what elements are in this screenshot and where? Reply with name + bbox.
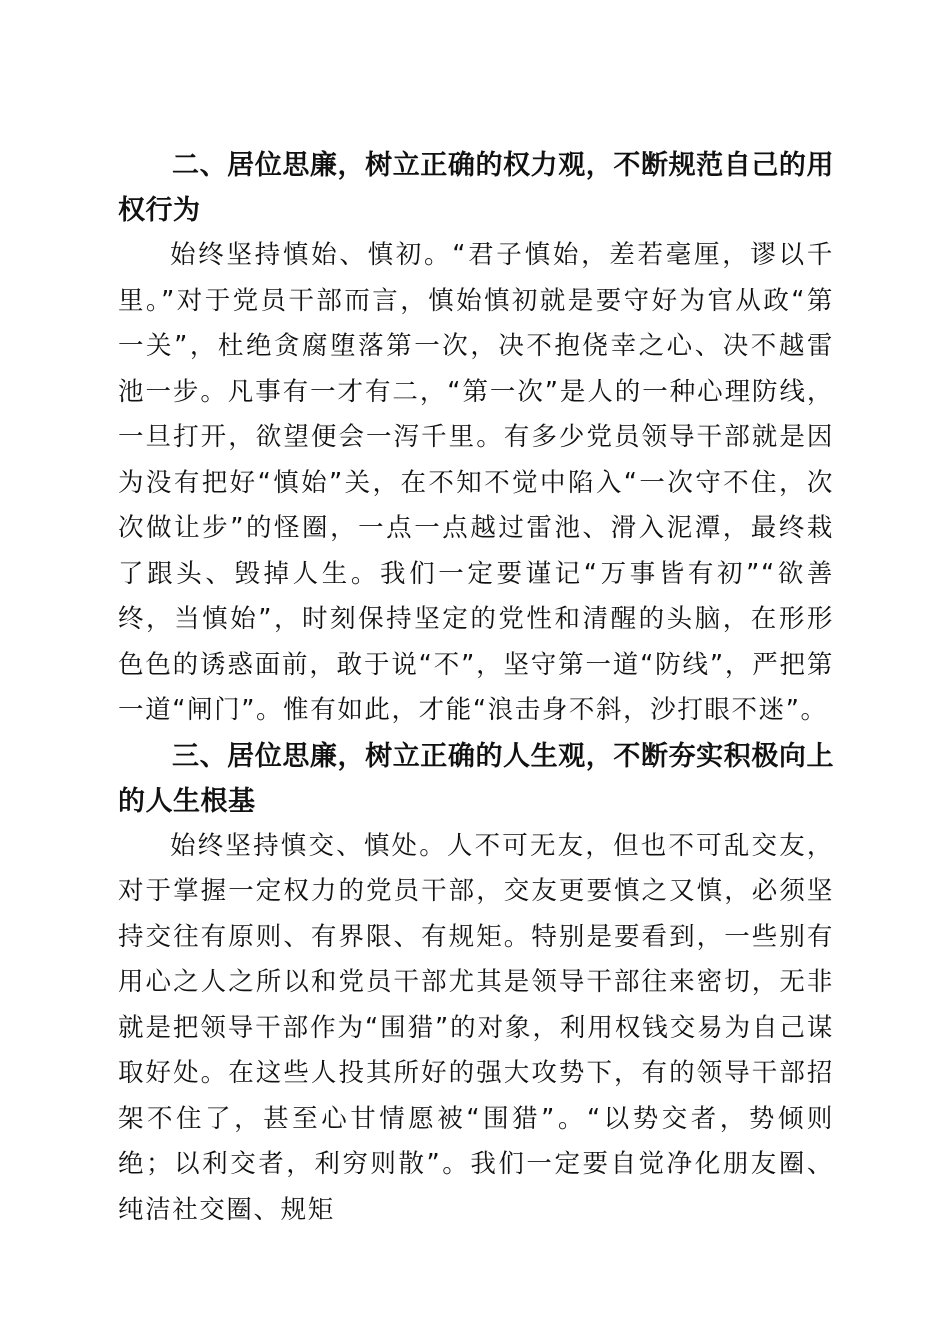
section-heading-two: 二、居位思廉，树立正确的权力观，不断规范自己的用权行为 [118,150,834,226]
document-body [118,143,834,1233]
section-paragraph-two: 始终坚持慎始、慎初。“君子慎始，差若毫厘，谬以千里。”对于党员干部而言，慎始慎初就是要守好为官从政“第一关”，杜绝贪腐堕落第一次，决不抱侥幸之心、决不越雷池一步。凡事有一才有二，“第一次”是人的一种心理防线，一旦打开，欲望便会一泻千里。有多少党员领导干部就是因为没有把好“慎始”关，在不知不觉中陷入“一次守不住，次次做让步”的怪圈，一点一点越过雷池、滑入泥潭，最终栽了跟头、毁掉人生。我们一定要谨记“万事皆有初”“欲善终，当慎始”，时刻保持坚定的党性和清醒的头脑，在形形色色的诱惑面前，敢于说“不”，坚守第一道“防线”，严把第一道“闸门”。惟有如此，才能“浪击身不斜，沙打眼不迷”。 [118,240,834,725]
section-paragraph-three: 始终坚持慎交、慎处。人不可无友，但也不可乱交友，对于掌握一定权力的党员干部，交友更要慎之又慎，必须坚持交往有原则、有界限、有规矩。特别是要看到，一些别有用心之人之所以和党员干部尤其是领导干部往来密切，无非就是把领导干部作为“围猎”的对象，利用权钱交易为自己谋取好处。在这些人投其所好的强大攻势下，有的领导干部招架不住了，甚至心甘情愿被“围猎”。“以势交者，势倾则绝；以利交者，利穷则散”。我们一定要自觉净化朋友圈、纯洁社交圈、规矩 [118,830,834,1225]
section-heading-three: 三、居位思廉，树立正确的人生观，不断夯实积极向上的人生根基 [118,740,834,817]
